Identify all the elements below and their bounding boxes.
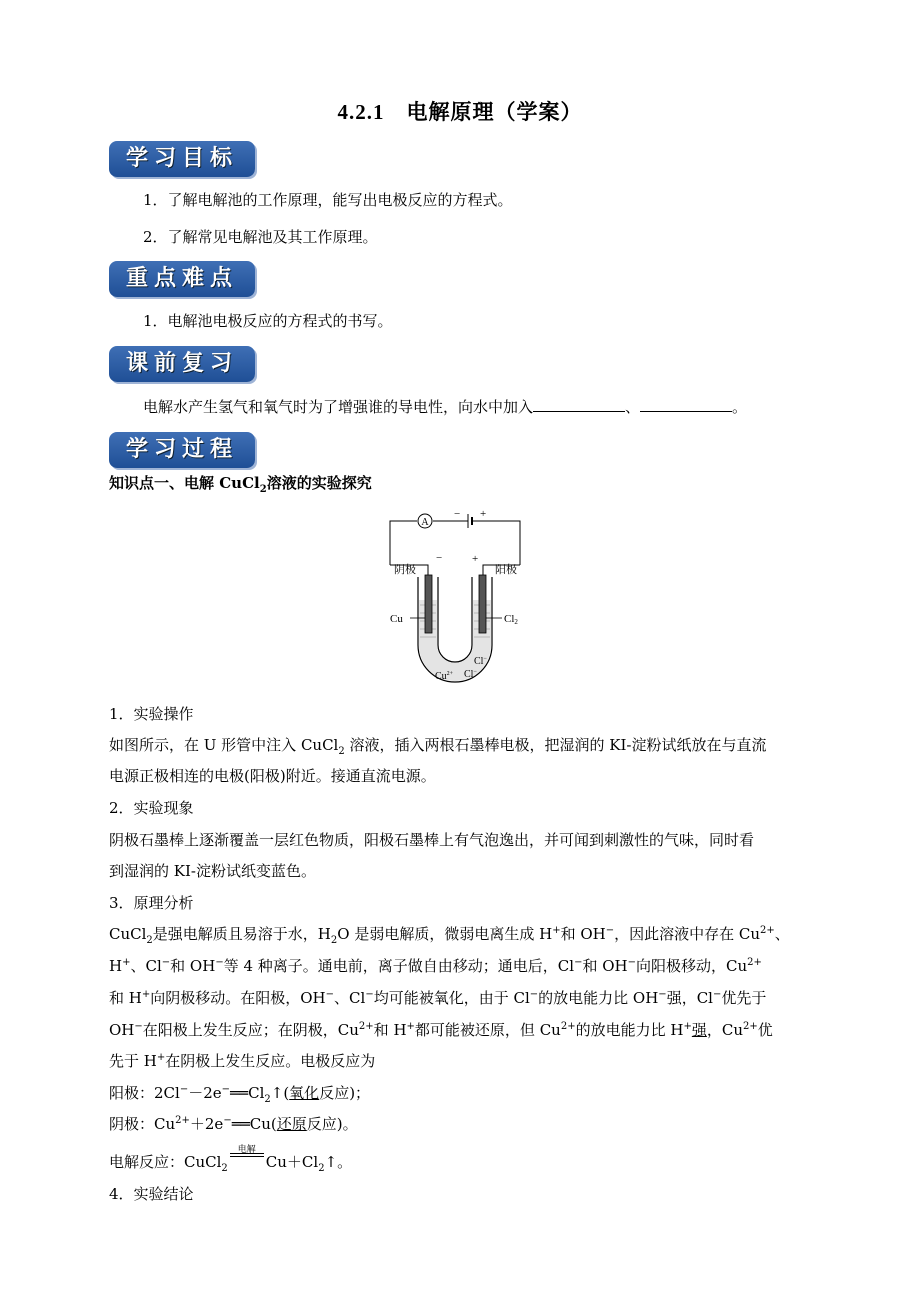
battery-minus: −: [454, 508, 461, 520]
anode-sign: +: [472, 553, 479, 565]
cu-ion-text: Cu: [435, 671, 447, 682]
s3-heading: 3．原理分析: [109, 894, 194, 912]
goal-2: 2．了解常见电解池及其工作原理。: [143, 228, 378, 246]
title-text: 电解原理（学案）: [406, 99, 583, 124]
review-separator: 、: [625, 398, 641, 416]
section-badge-process: 学习过程: [109, 432, 255, 468]
s1-l1b: 溶液，插入两根石墨棒电极，把湿润的 KI-淀粉试纸放在与直流: [344, 736, 767, 754]
s3-para-1: CuCl$_2$是强电解质且易溶于水，$H_2O$ 是弱电解质，微弱电离生成 H+和 OH−，因此溶液中存在 $Cu^{2+}$、: [109, 925, 790, 946]
title-number: 4.2.1: [337, 100, 385, 124]
anode-electrode: [479, 575, 486, 633]
cathode-electrode: [425, 575, 432, 633]
section-badge-review: 课前复习: [109, 346, 255, 382]
review-end: 。: [732, 398, 748, 416]
kp1-prefix: 知识点一、电解 CuCl: [109, 474, 260, 492]
s1-line-2: 电源正极相连的电极(阳极)附近。接通直流电源。: [109, 767, 436, 785]
s1-l1a: 如图所示，在 U 形管中注入 CuCl: [109, 736, 339, 754]
equals-sign-electrolysis: 电解: [228, 1151, 266, 1173]
cathode-equation: 阴极：$Cu^{2+}+2e^-══Cu$(还原反应)。: [109, 1115, 358, 1133]
s3-para-3: 和 H+向阴极移动。在阳极，OH−、Cl−均可能被氧化，由于 Cl−的放电能力比 OH−强，Cl−优先于: [109, 989, 767, 1007]
cl2-sub: 2: [514, 618, 518, 626]
s2-heading: 2．实验现象: [109, 799, 194, 817]
anode-equation: 阳极：$2Cl^--2e^-══Cl_2↑$(氧化反应)；: [109, 1084, 371, 1105]
s1-l1sub: 2: [338, 746, 345, 757]
ammeter-label: A: [421, 517, 429, 528]
cu-label: Cu: [390, 613, 403, 625]
cl-ion2-sup: −: [483, 656, 487, 662]
cl2-text: Cl: [504, 613, 515, 625]
page-title: [0, 96, 920, 126]
cl-ion-label-1: [464, 669, 477, 680]
key-point-1: 1．电解池电极反应的方程式的书写。: [143, 312, 393, 330]
s1-line-1: [109, 734, 766, 756]
review-question: 电解水产生氢气和氧气时为了增强谁的导电性，向水中加入: [143, 398, 534, 416]
s3-para-5: 先于 H+在阴极上发生反应。电极反应为: [109, 1052, 376, 1070]
knowledge-point-1-heading: [109, 472, 372, 494]
s2-line-1: 阴极石墨棒上逐渐覆盖一层红色物质，阳极石墨棒上有气泡逸出，并可闻到刺激性的气味，同时看: [109, 831, 755, 849]
cathode-sign: −: [436, 552, 443, 564]
section-badge-goals: 学习目标: [109, 141, 255, 177]
anode-label: 阳极: [495, 564, 517, 576]
answer-blank-2: [640, 397, 732, 412]
s3-para-2: H+、Cl−和 OH−等 4 种离子。通电前，离子做自由移动；通电后，Cl−和 OH−向阳极移动，$Cu^{2+}$: [109, 957, 762, 975]
s4-heading: 4．实验结论: [109, 1185, 194, 1203]
overall-equation: 电解反应：CuCl$_2$ 电解 $Cu+Cl_2↑$。: [109, 1145, 353, 1174]
cathode-label: 阴极: [394, 564, 416, 576]
kp1-sub: 2: [259, 484, 267, 495]
s2-line-2: 到湿润的 KI-淀粉试纸变蓝色。: [109, 862, 316, 880]
section-badge-key-points: 重点难点: [109, 261, 255, 297]
electrolysis-figure: [380, 505, 530, 690]
cl-ion2-text: Cl: [474, 656, 484, 667]
battery-plus: +: [480, 508, 487, 520]
answer-blank-1: [533, 397, 625, 412]
review-text: [143, 396, 747, 418]
cu-ion-sup: 2+: [446, 671, 454, 677]
kp1-suffix: 溶液的实验探究: [266, 474, 372, 492]
u-tube-inner: [438, 577, 472, 662]
wire-left: [390, 521, 417, 565]
cl-ion1-sup: −: [473, 669, 477, 675]
goal-1: 1．了解电解池的工作原理，能写出电极反应的方程式。: [143, 191, 513, 209]
cl-ion1-text: Cl: [464, 669, 474, 680]
s3-para-4: OH−在阳极上发生反应；在阴极，$Cu^{2+}$和 H+都可能被还原，但 $Cu^{2+}$的放电能力比 H+强，$Cu^{2+}$优: [109, 1021, 773, 1039]
s1-heading: 1．实验操作: [109, 705, 194, 723]
cl2-label: [504, 613, 518, 626]
